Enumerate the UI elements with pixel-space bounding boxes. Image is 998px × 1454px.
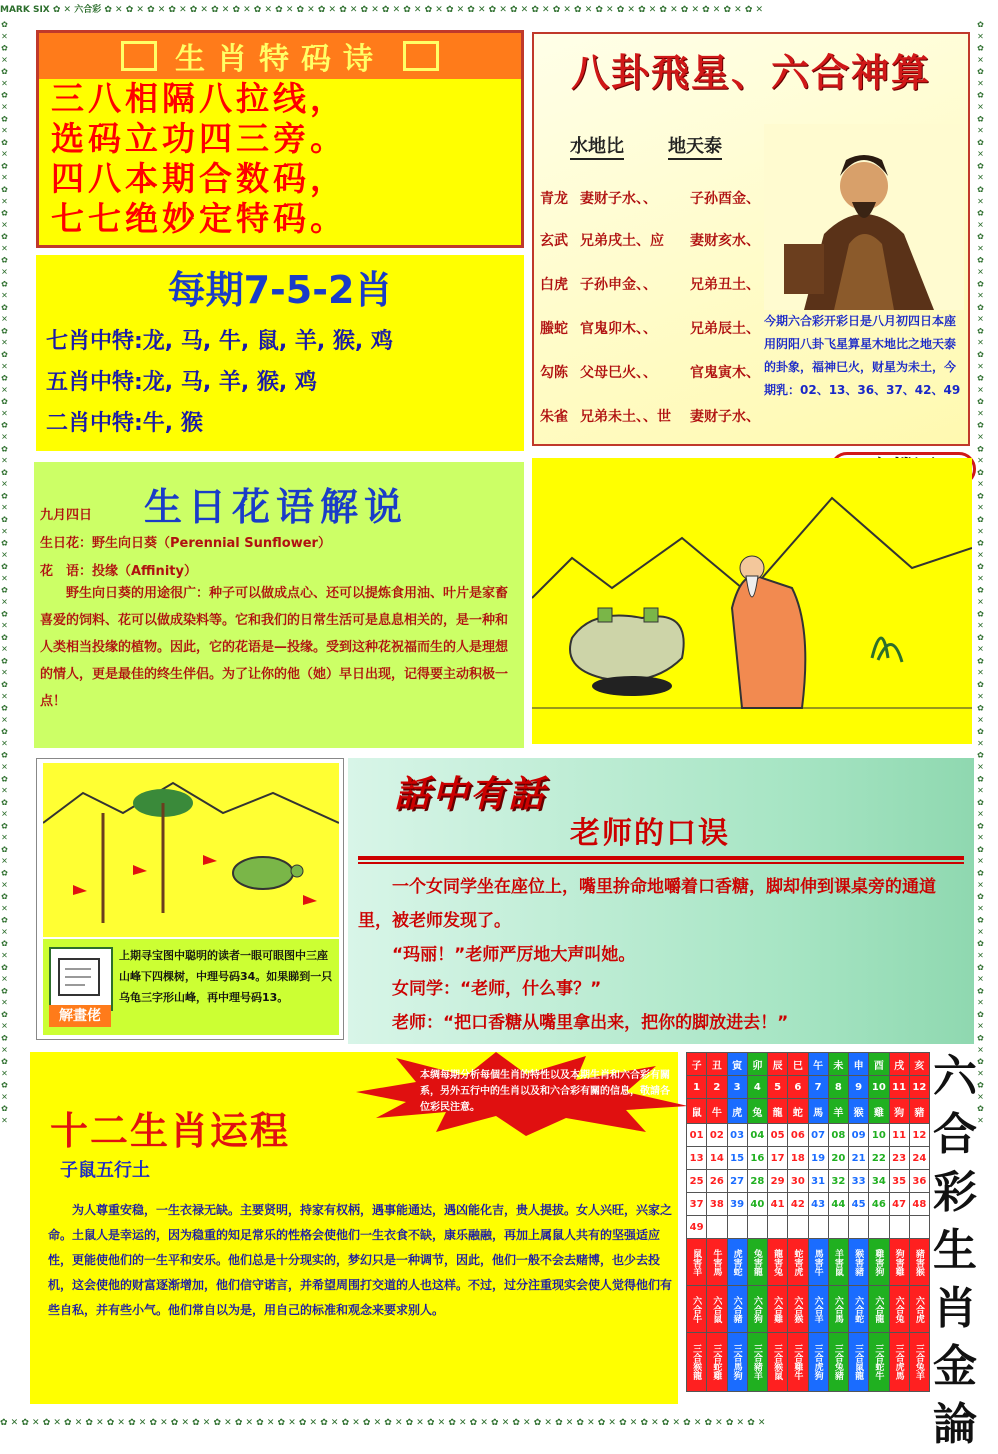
bagua-god: 朱雀 — [540, 409, 568, 425]
bagua-right: 兄弟丑土、 — [690, 277, 760, 293]
grid-ball-row-cell: 40 — [747, 1193, 767, 1216]
grid-relation-row-cell: 蛇害虎 — [788, 1239, 808, 1286]
zodiac-picks-panel — [36, 255, 524, 451]
grid-title-char: 肖 — [933, 1283, 977, 1334]
grid-relation-row-cell: 三合虎狗 — [808, 1333, 828, 1392]
grid-relation-row — [687, 1239, 930, 1286]
joke-line: “玛丽！”老师严厉地大声叫她。 — [358, 945, 636, 965]
riddle-picture — [532, 458, 972, 744]
grid-header-branch-cell: 巳 — [788, 1053, 808, 1076]
bagua-god: 青龙 — [540, 191, 568, 207]
grid-ball-row-last-cell — [828, 1216, 848, 1239]
grid-relation-row-cell: 三合猴鼠 — [768, 1333, 788, 1392]
grid-header-number-cell: 12 — [909, 1076, 929, 1099]
grid-relation-row-cell: 羊害鼠 — [828, 1239, 848, 1286]
bagua-note: 今期六合彩开彩日是八月初四日本座用阴阳八卦飞星算星木地比之地天泰的卦象，福神巳火，财星为未土，今期乳：02、13、36、37、42、49 — [764, 314, 961, 397]
grid-title-char: 金 — [933, 1341, 977, 1392]
grid-header-number-cell: 5 — [768, 1076, 788, 1099]
grid-header-number-cell: 6 — [788, 1076, 808, 1099]
grid-title-char: 論 — [933, 1399, 977, 1450]
grid-ball-row-cell: 36 — [909, 1170, 929, 1193]
bagua-left: 父母巳火、、 — [580, 365, 657, 381]
grid-header-number-cell: 10 — [869, 1076, 889, 1099]
grid-relation-row-cell: 六合猴 — [788, 1286, 808, 1333]
grid-ball-row-cell: 33 — [849, 1170, 869, 1193]
grid-header-branch-cell: 子 — [687, 1053, 707, 1076]
grid-ball-row-cell: 35 — [889, 1170, 909, 1193]
grid-header-branch-cell: 辰 — [768, 1053, 788, 1076]
grid-relation-row-cell: 六合雞 — [768, 1286, 788, 1333]
grid-relation-row-cell: 六合羊 — [808, 1286, 828, 1333]
grid-ball-row-cell: 46 — [869, 1193, 889, 1216]
grid-relation-row-cell: 三合蛇雞 — [707, 1333, 727, 1392]
grid-ball-row-last-cell — [788, 1216, 808, 1239]
grid-title-char: 合 — [933, 1109, 977, 1160]
grid-ball-row-cell: 38 — [707, 1193, 727, 1216]
zodiac-poem-panel — [36, 30, 524, 248]
grid-relation-row-cell: 三合兔豬 — [828, 1333, 848, 1392]
grid-header-number-cell: 4 — [747, 1076, 767, 1099]
starburst-text: 本绸每期分析每個生肖的特性以及本期生肖和六合彩有關系，另外五行中的生肖以及和六合彩有關的信息，敬請各位彩民注意。 — [420, 1070, 670, 1113]
grid-relation-row-cell: 三合豬羊 — [747, 1333, 767, 1392]
bagua-god: 玄武 — [540, 233, 568, 249]
grid-ball-row-cell: 42 — [788, 1193, 808, 1216]
grid-relation-row-cell: 六合兔 — [889, 1286, 909, 1333]
grid-header-branch-cell: 戌 — [889, 1053, 909, 1076]
bagua-row — [540, 318, 760, 338]
left-border-strip: ✿ ✕ ✿ ✕ ✿ ✕ ✿ ✕ ✿ ✕ ✿ ✕ ✿ ✕ ✿ ✕ ✿ ✕ ✿ ✕ ✿ ✕ ✿ ✕ ✿ ✕ ✿ ✕ ✿ ✕ ✿ ✕ ✿ ✕ ✿ ✕ ✿ ✕ ✿ ✕ ✿ ✕ ✿ ✕ ✿ ✕ ✿ ✕ ✿ ✕ ✿ ✕ ✿ ✕ ✿ ✕ ✿ ✕ ✿ ✕ ✿ ✕ ✿ ✕ ✿ ✕ ✿ ✕ ✿ ✕ ✿ ✕ ✿ ✕ ✿ ✕ ✿ ✕ ✿ ✕ ✿ ✕ ✿ ✕ ✿ ✕ ✿ ✕ ✿ ✕ ✿ ✕ ✿ ✕ — [0, 20, 22, 1413]
grid-header-zodiac-cell: 龍 — [768, 1099, 788, 1124]
bagua-row — [540, 230, 760, 250]
grid-header-branch-cell: 寅 — [727, 1053, 747, 1076]
flower-language: 花 语：投缘（Affinity） — [40, 564, 197, 579]
bottom-border-strip: ✿ ✕ ✿ ✕ ✿ ✕ ✿ ✕ ✿ ✕ ✿ ✕ ✿ ✕ ✿ ✕ ✿ ✕ ✿ ✕ ✿ ✕ ✿ ✕ ✿ ✕ ✿ ✕ ✿ ✕ ✿ ✕ ✿ ✕ ✿ ✕ ✿ ✕ ✿ ✕ ✿ ✕ ✿ ✕ ✿ ✕ ✿ ✕ ✿ ✕ ✿ ✕ ✿ ✕ ✿ ✕ ✿ ✕ ✿ ✕ ✿ ✕ ✿ ✕ ✿ ✕ ✿ ✕ ✿ ✕ ✿ ✕ — [0, 1413, 998, 1433]
poem-line: 选码立功四三旁。 — [51, 119, 347, 158]
grid-ball-row-cell: 30 — [788, 1170, 808, 1193]
treasure-map-caption — [43, 939, 339, 1035]
grid-ball-row-last-cell — [869, 1216, 889, 1239]
bagua-left: 官鬼卯木、、 — [580, 321, 657, 337]
grid-relation-row — [687, 1333, 930, 1392]
solver-icon — [49, 947, 113, 1011]
grid-ball-row-cell: 22 — [869, 1147, 889, 1170]
grid-ball-row-cell: 23 — [889, 1147, 909, 1170]
grid-ball-row-cell: 14 — [707, 1147, 727, 1170]
sage-sketch — [532, 458, 972, 744]
grid-ball-row-last-cell — [808, 1216, 828, 1239]
zodiac-grid — [686, 1052, 930, 1402]
grid-ball-row-cell: 02 — [707, 1124, 727, 1147]
bagua-right: 兄弟辰土、 — [690, 321, 760, 337]
grid-relation-row-cell: 六合牛 — [687, 1286, 707, 1333]
zodiac-table — [686, 1052, 930, 1392]
grid-ball-row-cell: 15 — [727, 1147, 747, 1170]
grid-ball-row-cell: 47 — [889, 1193, 909, 1216]
grid-ball-row-cell: 19 — [808, 1147, 828, 1170]
grid-ball-row-cell: 41 — [768, 1193, 788, 1216]
joke-line: 一个女同学坐在座位上，嘴里拚命地嚼着口香糖，脚却伸到课桌旁的通道 — [358, 877, 936, 897]
bagua-row — [540, 406, 760, 426]
pick-line-five: 五肖中特:龙, 马, 羊, 猴, 鸡 — [46, 370, 317, 395]
joke-line: 女同学：“老师，什么事？” — [358, 979, 602, 999]
bagua-right: 妻财子水、 — [690, 409, 760, 425]
grid-ball-row-cell: 32 — [828, 1170, 848, 1193]
grid-header-zodiac-cell: 狗 — [889, 1099, 909, 1124]
flower-name: 生日花：野生向日葵（Perennial Sunflower） — [40, 536, 331, 551]
grid-relation-row-cell: 雞害狗 — [869, 1239, 889, 1286]
grid-ball-row-cell: 07 — [808, 1124, 828, 1147]
bagua-right: 官鬼寅木、 — [690, 365, 760, 381]
grid-relation-row-cell: 三合蛇牛 — [869, 1333, 889, 1392]
grid-ball-row-cell: 20 — [828, 1147, 848, 1170]
grid-relation-row-cell: 虎害蛇 — [727, 1239, 747, 1286]
solver-label: 解畫佬 — [49, 1005, 111, 1027]
grid-ball-row-cell: 06 — [788, 1124, 808, 1147]
grid-ball-row-cell: 28 — [747, 1170, 767, 1193]
grid-relation-row-cell: 六合鼠 — [707, 1286, 727, 1333]
joke-logo: 話中有話 — [394, 773, 547, 815]
grid-header-number-cell: 7 — [808, 1076, 828, 1099]
grid-ball-row-cell: 27 — [727, 1170, 747, 1193]
grid-relation-row-cell: 兔害龍 — [747, 1239, 767, 1286]
grid-ball-row-last-cell — [909, 1216, 929, 1239]
bagua-panel — [532, 32, 970, 446]
grid-ball-row-last-cell — [849, 1216, 869, 1239]
right-border-strip: ✿ ✕ ✿ ✕ ✿ ✕ ✿ ✕ ✿ ✕ ✿ ✕ ✿ ✕ ✿ ✕ ✿ ✕ ✿ ✕ ✿ ✕ ✿ ✕ ✿ ✕ ✿ ✕ ✿ ✕ ✿ ✕ ✿ ✕ ✿ ✕ ✿ ✕ ✿ ✕ ✿ ✕ ✿ ✕ ✿ ✕ ✿ ✕ ✿ ✕ ✿ ✕ ✿ ✕ ✿ ✕ ✿ ✕ ✿ ✕ ✿ ✕ ✿ ✕ ✿ ✕ ✿ ✕ ✿ ✕ ✿ ✕ ✿ ✕ ✿ ✕ ✿ ✕ ✿ ✕ ✿ ✕ ✿ ✕ ✿ ✕ ✿ ✕ ✿ ✕ ✿ ✕ ✿ ✕ — [976, 20, 998, 1413]
grid-relation-row-cell: 三合雞牛 — [788, 1333, 808, 1392]
grid-header-branch — [687, 1053, 930, 1076]
joke-panel — [348, 758, 974, 1044]
grid-ball-row-cell: 31 — [808, 1170, 828, 1193]
bagua-god: 白虎 — [540, 277, 568, 293]
bagua-row — [540, 362, 760, 382]
frame-icon — [403, 41, 439, 71]
grid-relation-row-cell: 六合龍 — [869, 1286, 889, 1333]
poem-title-bar — [39, 33, 521, 79]
grid-header-number-cell: 2 — [707, 1076, 727, 1099]
bagua-left: 子孙申金、、 — [580, 277, 657, 293]
grid-header-number-cell: 11 — [889, 1076, 909, 1099]
grid-header-branch-cell: 午 — [808, 1053, 828, 1076]
picks-title: 每期7-5-2肖 — [167, 268, 393, 312]
grid-relation-row-cell: 六合馬 — [828, 1286, 848, 1333]
grid-relation-row-cell: 三合鼠龍 — [849, 1333, 869, 1392]
grid-ball-row-last-cell — [727, 1216, 747, 1239]
grid-header-zodiac-cell: 羊 — [828, 1099, 848, 1124]
grid-ball-row-cell: 43 — [808, 1193, 828, 1216]
grid-ball-row — [687, 1193, 930, 1216]
grid-ball-row-cell: 25 — [687, 1170, 707, 1193]
flower-body: 野生向日葵的用途很广：种子可以做成点心、还可以提炼食用油、叶片是家畜喜爱的饲料、花可以做成染料等。它和我们的日常生活可是息息相关的，是一种和人类相当投缘的植物。因此，它的花语是—投缘。受到这种花祝福而生的人是理想的情人，更是最佳的终生伴侣。为了让你的他（她）早日出现，记得要主动积极一点！ — [40, 586, 509, 709]
grid-ball-row-cell: 10 — [869, 1124, 889, 1147]
grid-ball-row-cell: 24 — [909, 1147, 929, 1170]
pick-line-seven: 七肖中特:龙, 马, 牛, 鼠, 羊, 猴, 鸡 — [46, 329, 393, 354]
grid-ball-row-cell: 09 — [849, 1124, 869, 1147]
poem-line: 七七绝妙定特码。 — [51, 199, 347, 238]
bagua-title: 八卦飛星、六合神算 — [570, 50, 931, 95]
grid-relation-row-cell: 六合虎 — [909, 1286, 929, 1333]
joke-line: 老师：“把口香糖从嘴里拿出来，把你的脚放进去！” — [358, 1013, 789, 1033]
grid-relation-row-cell: 三合虎馬 — [889, 1333, 909, 1392]
poem-line: 三八相隔八拉线， — [51, 79, 347, 118]
grid-ball-row-cell: 17 — [768, 1147, 788, 1170]
grid-header-branch-cell: 酉 — [869, 1053, 889, 1076]
grid-relation-row-cell: 三合馬狗 — [727, 1333, 747, 1392]
grid-relation-row-cell: 三合猴龍 — [687, 1333, 707, 1392]
grid-header-zodiac-cell: 鼠 — [687, 1099, 707, 1124]
grid-ball-row-cell: 01 — [687, 1124, 707, 1147]
grid-ball-row-cell: 18 — [788, 1147, 808, 1170]
sage-portrait — [764, 124, 964, 310]
poem-title: 生肖特码诗 — [175, 42, 385, 77]
grid-header-number — [687, 1076, 930, 1099]
joke-line: 里，被老师发现了。 — [358, 911, 511, 931]
top-border-strip: MARK SIX ✿ ✕ 六合彩 ✿ ✕ ✿ ✕ ✿ ✕ ✿ ✕ ✿ ✕ ✿ ✕ ✿ ✕ ✿ ✕ ✿ ✕ ✿ ✕ ✿ ✕ ✿ ✕ ✿ ✕ ✿ ✕ ✿ ✕ ✿ ✕ ✿ ✕ ✿ ✕ ✿ ✕ ✿ ✕ ✿ ✕ ✿ ✕ ✿ ✕ ✿ ✕ ✿ ✕ ✿ ✕ ✿ ✕ ✿ ✕ ✿ ✕ ✿ ✕ ✿ ✕ — [0, 0, 998, 20]
pick-line-two: 二肖中特:牛, 猴 — [46, 411, 203, 436]
grid-ball-row-cell: 11 — [889, 1124, 909, 1147]
grid-header-branch-cell: 丑 — [707, 1053, 727, 1076]
bagua-left: 兄弟未土、、世 — [580, 409, 671, 425]
grid-ball-row-last-cell — [889, 1216, 909, 1239]
grid-header-zodiac-cell: 蛇 — [788, 1099, 808, 1124]
grid-relation-row-cell: 猴害豬 — [849, 1239, 869, 1286]
tortoise-sketch — [43, 763, 339, 937]
grid-ball-row-cell: 16 — [747, 1147, 767, 1170]
grid-ball-row-cell: 05 — [768, 1124, 788, 1147]
grid-ball-row-cell: 37 — [687, 1193, 707, 1216]
bagua-right: 妻财亥水、 — [690, 233, 760, 249]
grid-title-char: 六 — [933, 1051, 977, 1102]
grid-ball-row — [687, 1124, 930, 1147]
grid-header-zodiac-cell: 雞 — [869, 1099, 889, 1124]
grid-ball-row — [687, 1147, 930, 1170]
grid-header-branch-cell: 卯 — [747, 1053, 767, 1076]
grid-relation-row-cell: 龍害兔 — [768, 1239, 788, 1286]
bagua-row — [540, 188, 760, 208]
grid-ball-row-cell: 03 — [727, 1124, 747, 1147]
grid-header-zodiac — [687, 1099, 930, 1124]
grid-header-branch-cell: 申 — [849, 1053, 869, 1076]
grid-header-zodiac-cell: 兔 — [747, 1099, 767, 1124]
bagua-left: 兄弟戌土、应 — [580, 233, 664, 249]
grid-title — [930, 1048, 980, 1450]
grid-header-branch-cell: 亥 — [909, 1053, 929, 1076]
bagua-left: 妻财子水、、 — [580, 191, 657, 207]
grid-ball-row-cell: 44 — [828, 1193, 848, 1216]
grid-header-zodiac-cell: 虎 — [727, 1099, 747, 1124]
grid-relation-row-cell: 三合兔羊 — [909, 1333, 929, 1392]
grid-header-zodiac-cell: 豬 — [909, 1099, 929, 1124]
joke-divider — [358, 862, 964, 864]
treasure-map-picture — [43, 763, 339, 937]
grid-ball-row-cell: 13 — [687, 1147, 707, 1170]
grid-ball-row-cell: 21 — [849, 1147, 869, 1170]
grid-relation-row-cell: 六合蛇 — [849, 1286, 869, 1333]
bagua-god: 勾陈 — [540, 365, 568, 381]
grid-ball-row-cell: 29 — [768, 1170, 788, 1193]
grid-relation-row — [687, 1286, 930, 1333]
birthday-flower-panel — [34, 462, 524, 748]
grid-title-char: 生 — [933, 1225, 977, 1276]
grid-ball-row-cell: 45 — [849, 1193, 869, 1216]
grid-ball-row-last-cell: 49 — [687, 1216, 707, 1239]
grid-header-branch-cell: 未 — [828, 1053, 848, 1076]
fortune-title: 十二生肖运程 — [50, 1109, 291, 1153]
frame-icon — [121, 41, 157, 71]
grid-ball-row-last-cell — [768, 1216, 788, 1239]
hexagram-right: 地天泰 — [668, 132, 722, 160]
joke-title: 老师的口误 — [570, 816, 730, 851]
grid-ball-row-cell: 26 — [707, 1170, 727, 1193]
grid-relation-row-cell: 六合豬 — [727, 1286, 747, 1333]
fortune-subtitle: 子鼠五行土 — [60, 1160, 150, 1181]
grid-ball-row-cell: 39 — [727, 1193, 747, 1216]
bagua-right: 子孙酉金、 — [690, 191, 760, 207]
grid-relation-row-cell: 六合狗 — [747, 1286, 767, 1333]
grid-header-number-cell: 3 — [727, 1076, 747, 1099]
flower-date: 九月四日 — [40, 508, 93, 523]
bagua-god: 螣蛇 — [540, 321, 568, 337]
grid-ball-row-last-cell — [747, 1216, 767, 1239]
grid-header-number-cell: 8 — [828, 1076, 848, 1099]
grid-ball-row-cell: 04 — [747, 1124, 767, 1147]
grid-ball-row-cell: 12 — [909, 1124, 929, 1147]
hexagram-left: 水地比 — [570, 132, 624, 160]
border-brand: MARK SIX — [0, 5, 50, 15]
poem-line: 四八本期合数码， — [51, 159, 347, 198]
fortune-body: 为人尊重安稳，一生衣禄无缺。主要贤明，持家有权柄，遇事能通达，遇凶能化吉，贵人提拔。女人兴旺，兴家之命。土鼠人是幸运的，因为稳重的知足常乐的性格会使他们一生衣食不缺，康乐融融，再加上属鼠人共有的坚强适应性，更能使他们的一生平和安乐。他们总是十分现实的，梦幻只是一种调节，因此，他们一般不会去赌博，也少去投机，这会使他的财富逐渐增加，他们信守诺言，并希望周围打交道的人也这样。不过，过分注重现实会使人觉得他们有些自私，并有些小气。他们常自以为是，用自己的标准和观念来要求别人。 — [48, 1203, 673, 1317]
grid-title-char: 彩 — [933, 1167, 977, 1218]
treasure-map-panel — [36, 758, 344, 1040]
grid-relation-row-cell: 狗害雞 — [889, 1239, 909, 1286]
grid-relation-row-cell: 鼠害羊 — [687, 1239, 707, 1286]
joke-divider — [358, 856, 964, 860]
grid-ball-row-last — [687, 1216, 930, 1239]
grid-header-zodiac-cell: 猴 — [849, 1099, 869, 1124]
grid-relation-row-cell: 牛害馬 — [707, 1239, 727, 1286]
grid-header-zodiac-cell: 牛 — [707, 1099, 727, 1124]
treasure-map-copy: 上期寻宝图中聪明的读者一眼可眼图中三座山峰下四棵树，中理号码34。如果睇到一只乌龟三字形山峰，再中理号码13。 — [119, 949, 333, 1004]
grid-ball-row-cell: 34 — [869, 1170, 889, 1193]
border-brand-cn: 六合彩 — [74, 5, 102, 15]
grid-ball-row-last-cell — [707, 1216, 727, 1239]
grid-relation-row-cell: 馬害牛 — [808, 1239, 828, 1286]
grid-header-number-cell: 9 — [849, 1076, 869, 1099]
grid-header-zodiac-cell: 馬 — [808, 1099, 828, 1124]
flower-title: 生日花语解说 — [144, 484, 409, 529]
grid-ball-row-cell: 48 — [909, 1193, 929, 1216]
grid-header-number-cell: 1 — [687, 1076, 707, 1099]
grid-ball-row — [687, 1170, 930, 1193]
grid-relation-row-cell: 豬害猴 — [909, 1239, 929, 1286]
grid-ball-row-cell: 08 — [828, 1124, 848, 1147]
bagua-row — [540, 274, 760, 294]
